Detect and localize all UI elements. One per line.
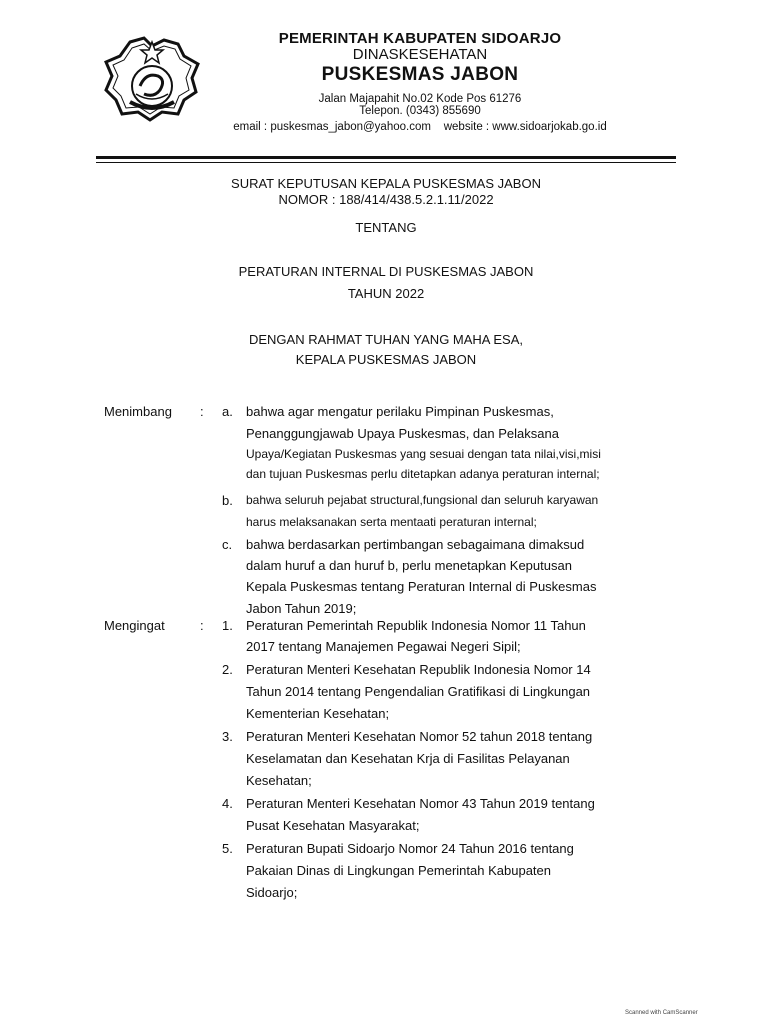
scanner-watermark: Scanned with CamScanner [625, 1010, 698, 1016]
item-line: Peraturan Menteri Kesehatan Nomor 43 Tahun 2019 tentang [246, 796, 595, 811]
item-line: harus melaksanakan serta mentaati peraturan internal; [246, 515, 537, 529]
section-label: Menimbang [104, 404, 172, 419]
decree-subject-year: TAHUN 2022 [347, 286, 425, 301]
letterhead-rule-thin [96, 162, 676, 163]
decree-subject-line: PERATURAN INTERNAL DI PUSKESMAS JABON [238, 264, 534, 279]
item-line: Pusat Kesehatan Masyarakat; [246, 818, 420, 833]
item-line: Penanggungjawab Upaya Puskesmas, dan Pelaksana [246, 426, 559, 441]
item-line: Tahun 2014 tentang Pengendalian Gratifikasi di Lingkungan [246, 684, 591, 699]
item-marker: c. [222, 537, 233, 552]
item-line: bahwa berdasarkan pertimbangan sebagaimana dimaksud [246, 537, 585, 552]
decree-opening-line: KEPALA PUSKESMAS JABON [295, 352, 477, 367]
item-line: Upaya/Kegiatan Puskesmas yang sesuai dengan tata nilai,visi,misi [246, 447, 601, 461]
item-line: bahwa agar mengatur perilaku Pimpinan Puskesmas, [246, 404, 554, 419]
item-line: bahwa seluruh pejabat structural,fungsional dan seluruh karyawan [246, 493, 599, 507]
item-line: Peraturan Menteri Kesehatan Republik Indonesia Nomor 14 [246, 662, 591, 677]
regency-emblem-icon [100, 28, 204, 124]
item-marker: 4. [222, 796, 233, 811]
item-line: Kepala Puskesmas tentang Peraturan Internal di Puskesmas [246, 579, 597, 594]
item-marker: 3. [222, 729, 233, 744]
item-line: Peraturan Pemerintah Republik Indonesia Nomor 11 Tahun [246, 618, 586, 633]
item-line: Kesehatan; [246, 773, 312, 788]
item-marker: 2. [222, 662, 233, 677]
item-line: Sidoarjo; [246, 885, 298, 900]
item-line: Peraturan Bupati Sidoarjo Nomor 24 Tahun 2016 tentang [246, 841, 574, 856]
letterhead-rule-thick [96, 156, 676, 159]
letterhead-government: PEMERINTAH KABUPATEN SIDOARJO [278, 30, 562, 47]
letterhead-institution: PUSKESMAS JABON [321, 64, 519, 85]
item-marker: 5. [222, 841, 233, 856]
letterhead [200, 30, 640, 117]
section-label: Mengingat [104, 618, 165, 633]
item-line: Peraturan Menteri Kesehatan Nomor 52 tahun 2018 tentang [246, 729, 593, 744]
letterhead-address: Jalan Majapahit No.02 Kode Pos 61276 [318, 93, 522, 105]
item-marker: 1. [222, 618, 233, 633]
item-marker: a. [222, 404, 233, 419]
item-marker: b. [222, 493, 233, 508]
section-colon: : [200, 618, 204, 633]
item-line: dalam huruf a dan huruf b, perlu menetapkan Keputusan [246, 558, 572, 573]
decree-tentang: TENTANG [355, 220, 417, 235]
letterhead-phone: Telepon. (0343) 855690 [359, 105, 481, 117]
decree-subject [96, 264, 676, 302]
letterhead-department: DINASKESEHATAN [352, 46, 488, 63]
item-line: Keselamatan dan Kesehatan Krja di Fasilitas Pelayanan [246, 751, 570, 766]
decree-title-line: SURAT KEPUTUSAN KEPALA PUSKESMAS JABON [231, 176, 541, 191]
letterhead-contact: email : puskesmas_jabon@yahoo.com website : www.sidoarjokab.go.id [233, 121, 607, 133]
decree-number: NOMOR : 188/414/438.5.2.1.11/2022 [278, 192, 494, 207]
decree-title [96, 176, 676, 208]
item-line: Jabon Tahun 2019; [246, 601, 357, 616]
decree-opening [96, 332, 676, 368]
item-line: 2017 tentang Manajemen Pegawai Negeri Sipil; [246, 639, 521, 654]
item-line: Kementerian Kesehatan; [246, 706, 390, 721]
item-line: Pakaian Dinas di Lingkungan Pemerintah Kabupaten [246, 863, 551, 878]
section-colon: : [200, 404, 204, 419]
decree-opening-line: DENGAN RAHMAT TUHAN YANG MAHA ESA, [248, 332, 523, 347]
item-line: dan tujuan Puskesmas perlu ditetapkan adanya peraturan internal; [246, 467, 600, 481]
